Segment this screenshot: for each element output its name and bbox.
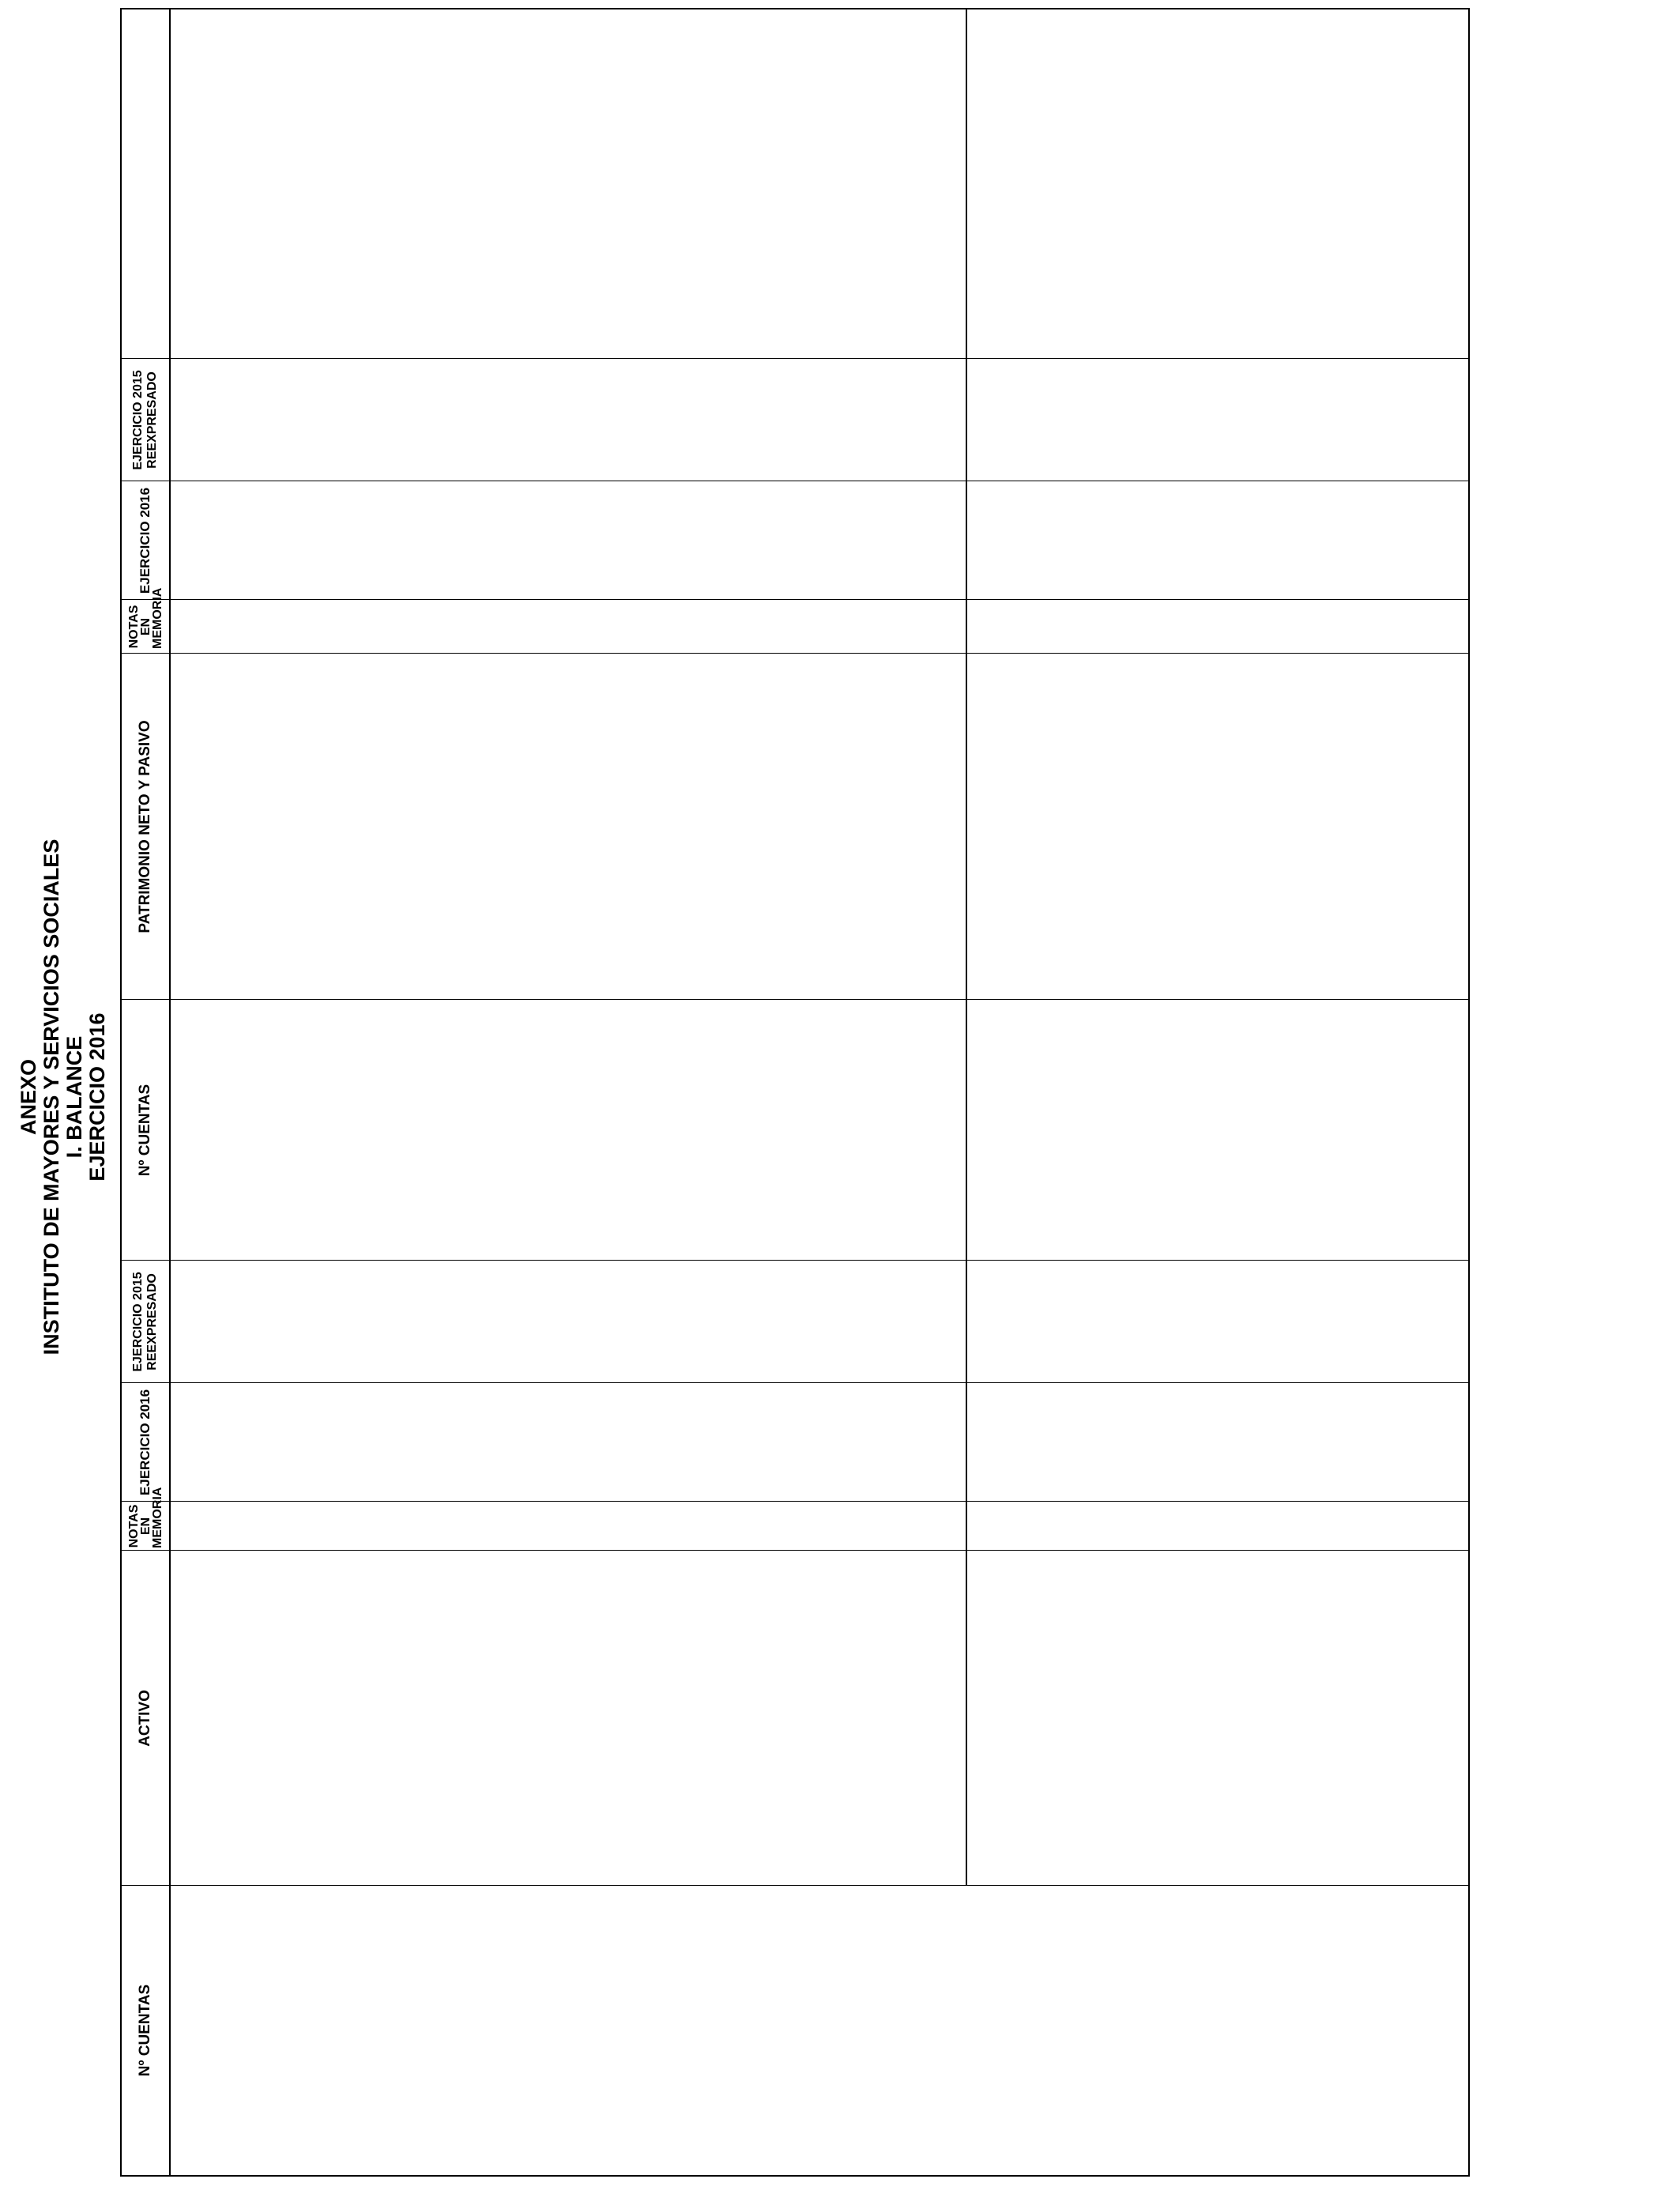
col-rule — [122, 1260, 1468, 1261]
header-institution: INSTITUTO DE MAYORES Y SERVICIOS SOCIALES — [40, 839, 63, 1355]
total-rule — [966, 9, 967, 1886]
col-header-ej2015-pasivo: EJERCICIO 2015 REEXPRESADO — [131, 370, 159, 470]
col-header-ej2016: EJERCICIO 2016 — [137, 1389, 153, 1496]
col-rule — [122, 1550, 1468, 1551]
col-rule — [122, 1885, 1468, 1886]
col-header-cuentas: Nº CUENTAS — [137, 1984, 153, 2077]
col-rule — [122, 358, 1468, 359]
col-rule — [122, 1382, 1468, 1383]
notas-header-text: NOTAS EN MEMORIA — [126, 1487, 164, 1548]
header-exercise: EJERCICIO 2016 — [85, 1012, 109, 1182]
header-balance: I. BALANCE — [62, 1035, 86, 1159]
col-header-ej2015: EJERCICIO 2015 REEXPRESADO — [131, 1272, 159, 1372]
header-rule — [169, 9, 171, 2175]
col-header-activo: ACTIVO — [137, 1690, 153, 1747]
col-header-patrimonio: PATRIMONIO NETO Y PASIVO — [137, 720, 153, 933]
notas-header-text-2: NOTAS EN MEMORIA — [126, 587, 164, 649]
document-header — [17, 0, 109, 2194]
balance-table — [120, 8, 1470, 2177]
col-header-cuentas-pasivo: Nº CUENTAS — [137, 1084, 153, 1177]
col-rule — [122, 1501, 1468, 1502]
col-rule — [122, 653, 1468, 654]
col-header-ej2016-pasivo: EJERCICIO 2016 — [137, 487, 153, 594]
col-header-notas — [122, 1487, 169, 1551]
col-rule — [122, 599, 1468, 600]
col-rule — [122, 999, 1468, 1000]
header-annex: ANEXO — [17, 1058, 40, 1136]
col-header-notas-pasivo — [122, 587, 169, 654]
